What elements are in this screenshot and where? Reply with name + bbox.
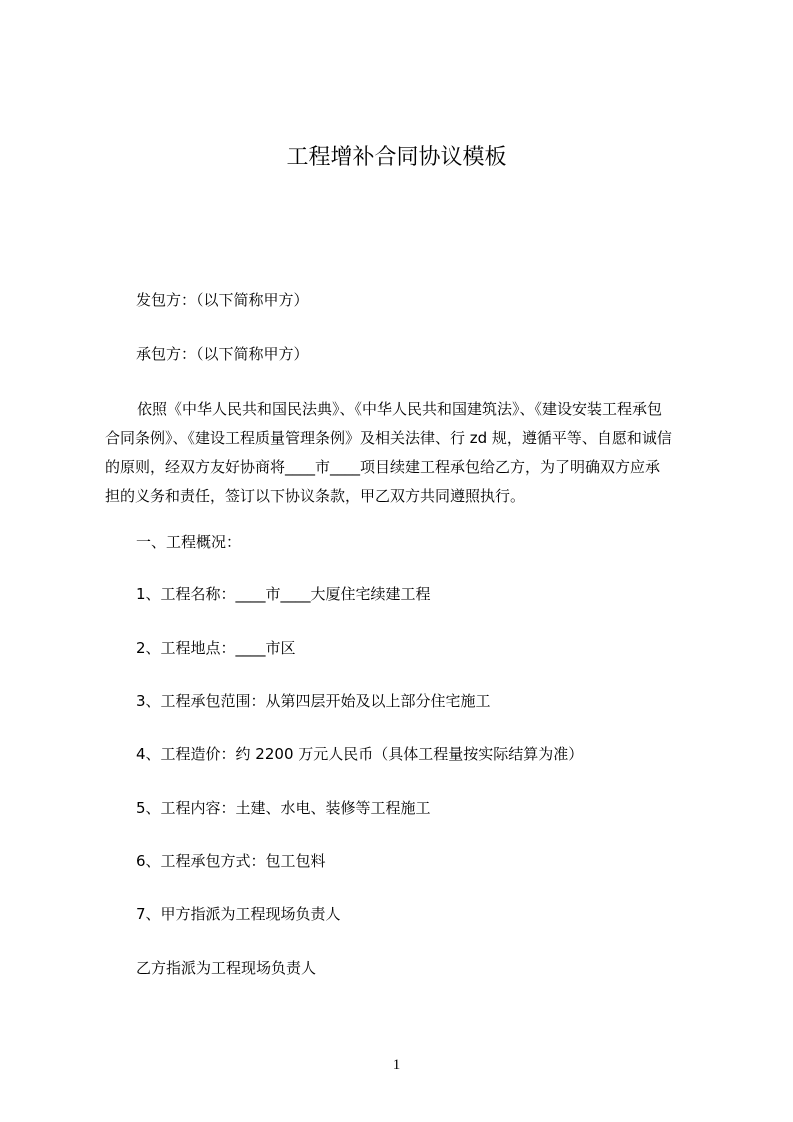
intro-line-4: 担的义务和责任，签订以下协议条款，甲乙双方共同遵照执行。 [105,487,526,505]
employer-line: 发包方：（以下简称甲方） [136,291,309,309]
intro-line-1: 依照《中华人民共和国民法典》、《中华人民共和国建筑法》、《建设安装工程承包 [137,400,663,418]
item-project-content: 5、工程内容：土建、水电、装修等工程施工 [136,799,431,817]
document-title: 工程增补合同协议模板 [286,145,507,170]
intro-paragraph [104,398,724,514]
item-contract-method: 6、工程承包方式：包工包料 [136,852,326,870]
section-heading-overview: 一、工程概况： [136,533,242,551]
contractor-line: 承包方：（以下简称甲方） [136,345,309,363]
intro-line-3: 的原则，经双方友好协商将____市____项目续建工程承包给乙方，为了明确双方应承 [105,458,661,476]
item-contract-scope: 3、工程承包范围：从第四层开始及以上部分住宅施工 [136,692,491,710]
item-party-a-rep: 7、甲方指派为工程现场负责人 [136,905,341,923]
intro-line-2: 合同条例》、《建设工程质量管理条例》及相关法律、行 zd 规，遵循平等、自愿和诚信 [105,429,672,447]
item-project-location: 2、工程地点：____市区 [136,639,296,657]
item-project-name: 1、工程名称：____市____大厦住宅续建工程 [136,585,431,603]
party-b-rep-line: 乙方指派为工程现场负责人 [136,959,317,977]
page-number: 1 [392,1057,401,1073]
item-project-cost: 4、工程造价：约 2200 万元人民币（具体工程量按实际结算为准） [136,745,584,763]
